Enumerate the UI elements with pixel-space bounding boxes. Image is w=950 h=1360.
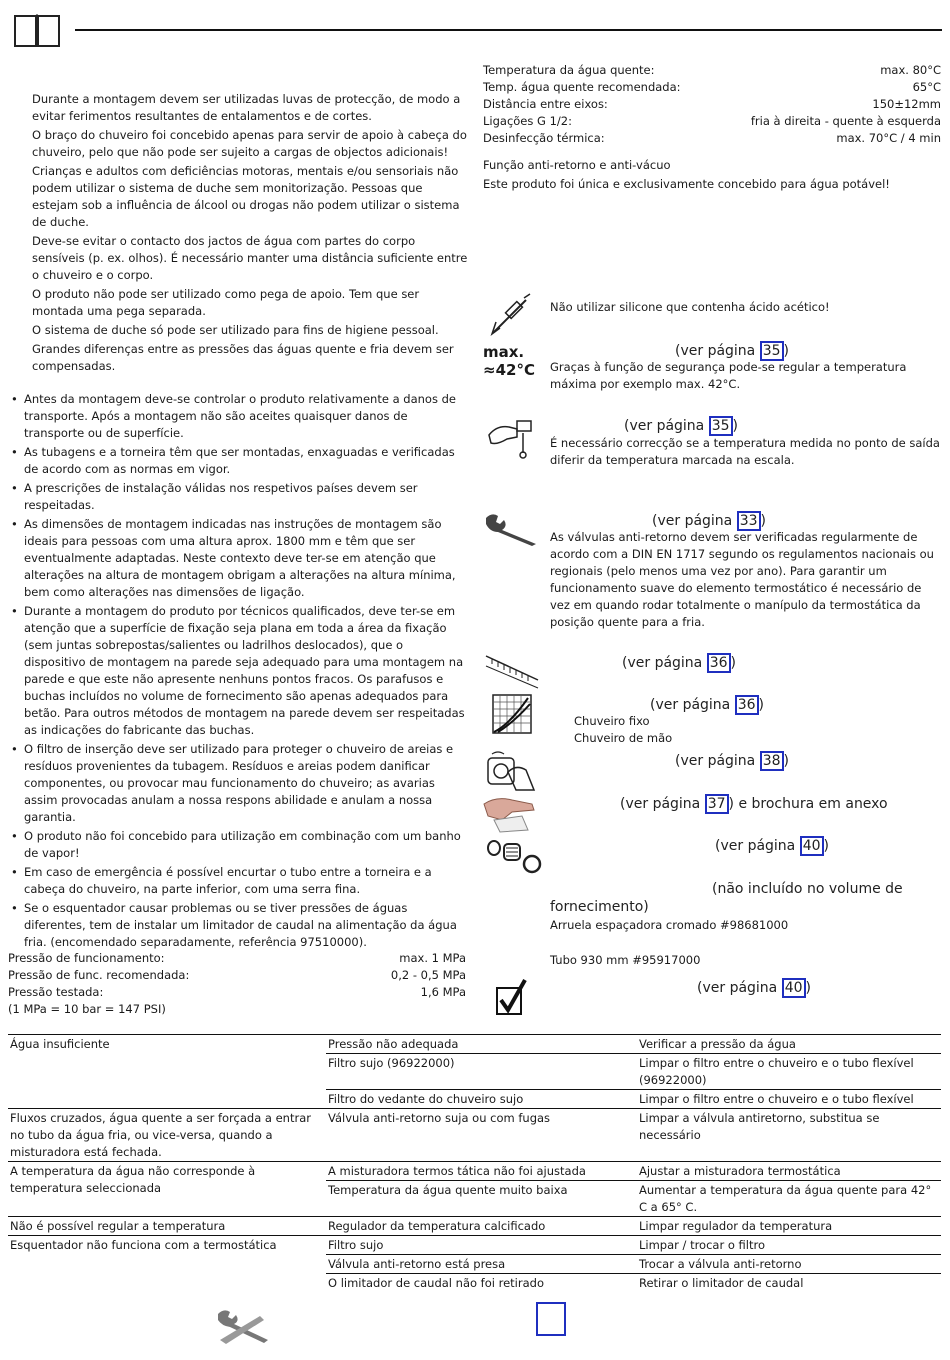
max-temperature-text: Graças à função de segurança pode-se regular a temperatura máxima por exemplo max. 42°C.: [550, 360, 907, 391]
wrench-icon: [484, 512, 542, 548]
remedy-cell: Limpar o filtro entre o chuveiro e o tubo flexível (96922000): [637, 1054, 941, 1090]
accessory-item: Arruela espaçadora cromado #98681000: [550, 918, 789, 932]
safety-note: Deve-se evitar o contacto dos jactos de água com partes do corpo sensíveis (p. ex. olhos). É necessário manter uma distância suficiente entre o chuveiro e o corpo.: [32, 234, 468, 282]
cause-cell: A misturadora termos tática não foi ajustada: [326, 1162, 637, 1181]
page-reference: [697, 978, 811, 998]
remedy-cell: Ajustar a misturadora termostática: [637, 1162, 941, 1181]
pressure-specs: [8, 950, 466, 1018]
spec-value: max. 80°C: [880, 63, 941, 77]
spec-value: 0,2 - 0,5 MPa: [390, 968, 466, 982]
ref-prefix: (ver página: [620, 796, 705, 812]
cause-cell: Filtro sujo: [326, 1236, 637, 1255]
ref-suffix: ): [732, 418, 739, 434]
ref-suffix: ): [758, 697, 765, 713]
flow-diagram-icon: [492, 694, 532, 734]
ref-suffix: ): [805, 980, 812, 996]
page-reference: [675, 751, 789, 771]
fault-cell: Esquentador não funciona com a termostática: [8, 1236, 326, 1293]
page-link[interactable]: 37: [705, 794, 729, 814]
spec-note: Função anti-retorno e anti-vácuo: [483, 158, 671, 172]
spec-row: [8, 967, 466, 984]
flow-items: [574, 713, 672, 747]
installation-item: • A prescrições de instalação válidas nos respetivos países devem ser respeitadas.: [24, 480, 468, 514]
ref-suffix: ): [730, 655, 737, 671]
fault-cell: Água insuficiente: [8, 1035, 326, 1109]
safety-note: Crianças e adultos com deficiências motoras, mentais e/ou sensoriais não podem utilizar o sistema de duche sem monitorização. Pessoas que estejam sob a influência de álcool ou drogas não podem utilizar o sistema de duche.: [32, 164, 460, 229]
safety-note: Grandes diferenças entre as pressões das águas quente e fria devem ser compensadas.: [32, 342, 454, 373]
spec-label: Distância entre eixos:: [483, 97, 608, 111]
table-row: [8, 1217, 941, 1236]
cause-cell: Válvula anti-retorno suja ou com fugas: [326, 1109, 637, 1162]
page-link[interactable]: 40: [800, 836, 824, 856]
ref-prefix: (ver página: [652, 513, 737, 529]
table-row: [8, 1035, 941, 1054]
remedy-cell: Verificar a pressão da água: [637, 1035, 941, 1054]
page-marker-box: [536, 1302, 566, 1336]
fault-cell: A temperatura da água não corresponde à temperatura seleccionada: [8, 1162, 326, 1217]
max-temperature-icon: [483, 343, 547, 379]
spec-value: max. 70°C / 4 min: [836, 131, 941, 145]
installation-item: • Durante a montagem do produto por técnicos qualificados, deve ter-se em atenção que a superfície de fixação seja plana em toda a área da fixação (sem juntas sobrepostas/salientes ou ladrilhos deslocados), que o dispositivo de montagem na parede seja adequado para uma montagem na parede e que este não apresente nenhuns pontos fracos. Os parafusos e buchas incluídos no volume de fornecimento são apenas adequados para betão. Para outros métodos de montagem na parede devem ser respeitadas as indicações do fabricante das buchas.: [24, 603, 468, 739]
cause-cell: O limitador de caudal não foi retirado: [326, 1274, 637, 1293]
ref-prefix: (ver página: [715, 838, 800, 854]
max-label: max.: [483, 343, 525, 361]
spec-label: Pressão testada:: [8, 985, 104, 999]
ref-prefix: (ver página: [675, 753, 760, 769]
ref-prefix: (ver página: [697, 980, 782, 996]
page-link[interactable]: 40: [782, 978, 806, 998]
silicone-gun-icon: [486, 292, 534, 338]
remedy-cell: Limpar a válvula antiretorno, substitua se necessário: [637, 1109, 941, 1162]
page-link[interactable]: 36: [735, 695, 759, 715]
page-reference: [652, 511, 766, 531]
spec-value: 150±12mm: [872, 97, 941, 111]
accessories-heading: (não incluído no volume de fornecimento): [550, 881, 903, 915]
spec-label: Pressão de func. recomendada:: [8, 968, 190, 982]
installation-notes: [10, 391, 468, 953]
cause-cell: Pressão não adequada: [326, 1035, 637, 1054]
table-row: [8, 1236, 941, 1255]
remedy-cell: Limpar / trocar o filtro: [637, 1236, 941, 1255]
installation-item: • As tubagens e a torneira têm que ser montadas, enxaguadas e verificadas de acordo com as normas em vigor.: [24, 444, 468, 478]
maintenance-text: As válvulas anti-retorno devem ser verificadas regularmente de acordo com a DIN EN 1717 segundo os regulamentos nacionais ou regionais (pelo menos uma vez por ano). Para garantir um funcionamento suave do elemento termostático é necessário de vez em quando rodar totalmente o manípulo da termostática da posição quente para a fria.: [550, 530, 934, 629]
safety-notes: [32, 91, 468, 377]
cleaning-hand-icon: [482, 794, 540, 834]
cause-cell: Temperatura da água quente muito baixa: [326, 1181, 637, 1217]
thermostat-operation-icon: [486, 750, 536, 792]
flow-item: Chuveiro fixo: [574, 714, 650, 728]
checkmark-icon: [495, 978, 527, 1016]
ref-suffix: ): [783, 753, 790, 769]
ref-prefix: (ver página: [622, 655, 707, 671]
safety-note: O sistema de duche só pode ser utilizado para fins de higiene pessoal.: [32, 323, 439, 337]
remedy-cell: Limpar o filtro entre o chuveiro e o tubo flexível: [637, 1090, 941, 1109]
safety-note: O produto não pode ser utilizado como pega de apoio. Tem que ser montada uma pega separada.: [32, 287, 420, 318]
remedy-cell: Retirar o limitador de caudal: [637, 1274, 941, 1293]
spec-row: [483, 130, 941, 147]
spec-row: [8, 984, 466, 1001]
spec-row: [483, 113, 941, 130]
page-reference: [650, 695, 764, 715]
ref-prefix: (ver página: [650, 697, 735, 713]
technical-specs: [483, 62, 941, 193]
silicone-note: Não utilizar silicone que contenha ácido acético!: [550, 300, 830, 314]
spec-label: Desinfecção térmica:: [483, 131, 605, 145]
safety-note: O braço do chuveiro foi concebido apenas para servir de apoio à cabeça do chuveiro, pelo que não pode ser sujeito a cargas de objectos adicionais!: [32, 128, 467, 159]
spec-label: Ligações G 1/2:: [483, 114, 572, 128]
flow-item: Chuveiro de mão: [574, 731, 673, 745]
page-reference: [624, 416, 738, 436]
troubleshooting-table: [8, 1034, 941, 1292]
ref-suffix: ): [728, 796, 735, 812]
spec-label: Temp. água quente recomendada:: [483, 80, 681, 94]
installation-item: • As dimensões de montagem indicadas nas instruções de montagem são ideais para pessoas com uma altura aprox. 1800 mm e têm que ser eventualmente adaptadas. Neste contexto deve ter-se em atenção que alterações na altura de montagem obrigam a alterações na altura mínima, bem como alterações nas dimensões de ligação.: [24, 516, 468, 601]
installation-item: • O filtro de inserção deve ser utilizado para proteger o chuveiro de areias e resíduos provenientes da tubagem. Resíduos e areias podem danificar componentes, ou provocar mau funcionamento do chuveiro; as avarias assim provocadas anulam a nossa respons abilidade e anulam a nossa garantia.: [24, 741, 468, 826]
ref-prefix: (ver página: [624, 418, 709, 434]
spec-label: Temperatura da água quente:: [483, 63, 655, 77]
calibration-text: É necessário correcção se a temperatura medida no ponto de saída diferir da temperatura marcada na escala.: [550, 436, 940, 467]
thermometer-hand-icon: [487, 415, 537, 459]
spare-parts-icon: [486, 838, 542, 874]
table-row: [8, 1109, 941, 1162]
cleaning-suffix: e brochura em anexo: [734, 796, 888, 812]
installation-item: • Se o esquentador causar problemas ou se tiver pressões de águas diferentes, tem de instalar um limitador de caudal na alimentação da água fria. (encomendado separadamente, referência 97510000).: [24, 900, 468, 951]
ref-suffix: ): [760, 513, 767, 529]
ref-suffix: ): [783, 343, 790, 359]
cause-cell: Válvula anti-retorno está presa: [326, 1255, 637, 1274]
temp-label: ≈42°C: [483, 361, 535, 379]
spec-note: Este produto foi única e exclusivamente concebido para água potável!: [483, 177, 890, 191]
page-link[interactable]: 36: [707, 653, 731, 673]
accessory-item: Tubo 930 mm #95917000: [550, 953, 701, 967]
remedy-cell: Limpar regulador da temperatura: [637, 1217, 941, 1236]
installation-item: • Em caso de emergência é possível encurtar o tubo entre a torneira e a cabeça do chuveiro, na parte inferior, com uma serra fina.: [24, 864, 468, 898]
spec-value: 65°C: [912, 80, 941, 94]
ref-prefix: (ver página: [675, 343, 760, 359]
spec-row: [483, 79, 941, 96]
page-reference: [620, 794, 888, 814]
book-icon: [12, 10, 62, 50]
page-reference: [622, 653, 736, 673]
spec-row: [483, 96, 941, 113]
pressure-note: (1 MPa = 10 bar = 147 PSI): [8, 1002, 166, 1016]
page-link[interactable]: 33: [737, 511, 761, 531]
tools-icon: [214, 1306, 274, 1346]
page-reference: [715, 836, 829, 856]
installation-item: • Antes da montagem deve-se controlar o produto relativamente a danos de transporte. Após a montagem não são aceites quaisquer danos de transporte ou de superfície.: [24, 391, 468, 442]
fault-cell: Fluxos cruzados, água quente a ser forçada a entrar no tubo da água fria, ou vice-versa, quando a misturadora está fechada.: [8, 1109, 326, 1162]
spec-value: fria à direita - quente à esquerda: [750, 114, 941, 128]
fault-cell: Não é possível regular a temperatura: [8, 1217, 326, 1236]
spec-row: [8, 950, 466, 967]
ruler-icon: [484, 654, 540, 690]
cause-cell: Filtro sujo (96922000): [326, 1054, 637, 1090]
remedy-cell: Aumentar a temperatura da água quente para 42° C a 65° C.: [637, 1181, 941, 1217]
spec-row: [483, 62, 941, 79]
remedy-cell: Trocar a válvula anti-retorno: [637, 1255, 941, 1274]
ref-suffix: ): [823, 838, 830, 854]
spec-label: Pressão de funcionamento:: [8, 951, 165, 965]
page-link[interactable]: 35: [709, 416, 733, 436]
safety-note: Durante a montagem devem ser utilizadas luvas de protecção, de modo a evitar ferimentos resultantes de entalamentos e de cortes.: [32, 92, 461, 123]
installation-item: • O produto não foi concebido para utilização em combinação com um banho de vapor!: [24, 828, 468, 862]
page-link[interactable]: 35: [760, 341, 784, 361]
page-link[interactable]: 38: [760, 751, 784, 771]
cause-cell: Regulador da temperatura calcificado: [326, 1217, 637, 1236]
spec-value: 1,6 MPa: [420, 985, 466, 999]
page-reference: [675, 341, 789, 361]
cause-cell: Filtro do vedante do chuveiro sujo: [326, 1090, 637, 1109]
spec-value: max. 1 MPa: [399, 951, 466, 965]
table-row: [8, 1162, 941, 1181]
header-rule: [75, 29, 942, 31]
